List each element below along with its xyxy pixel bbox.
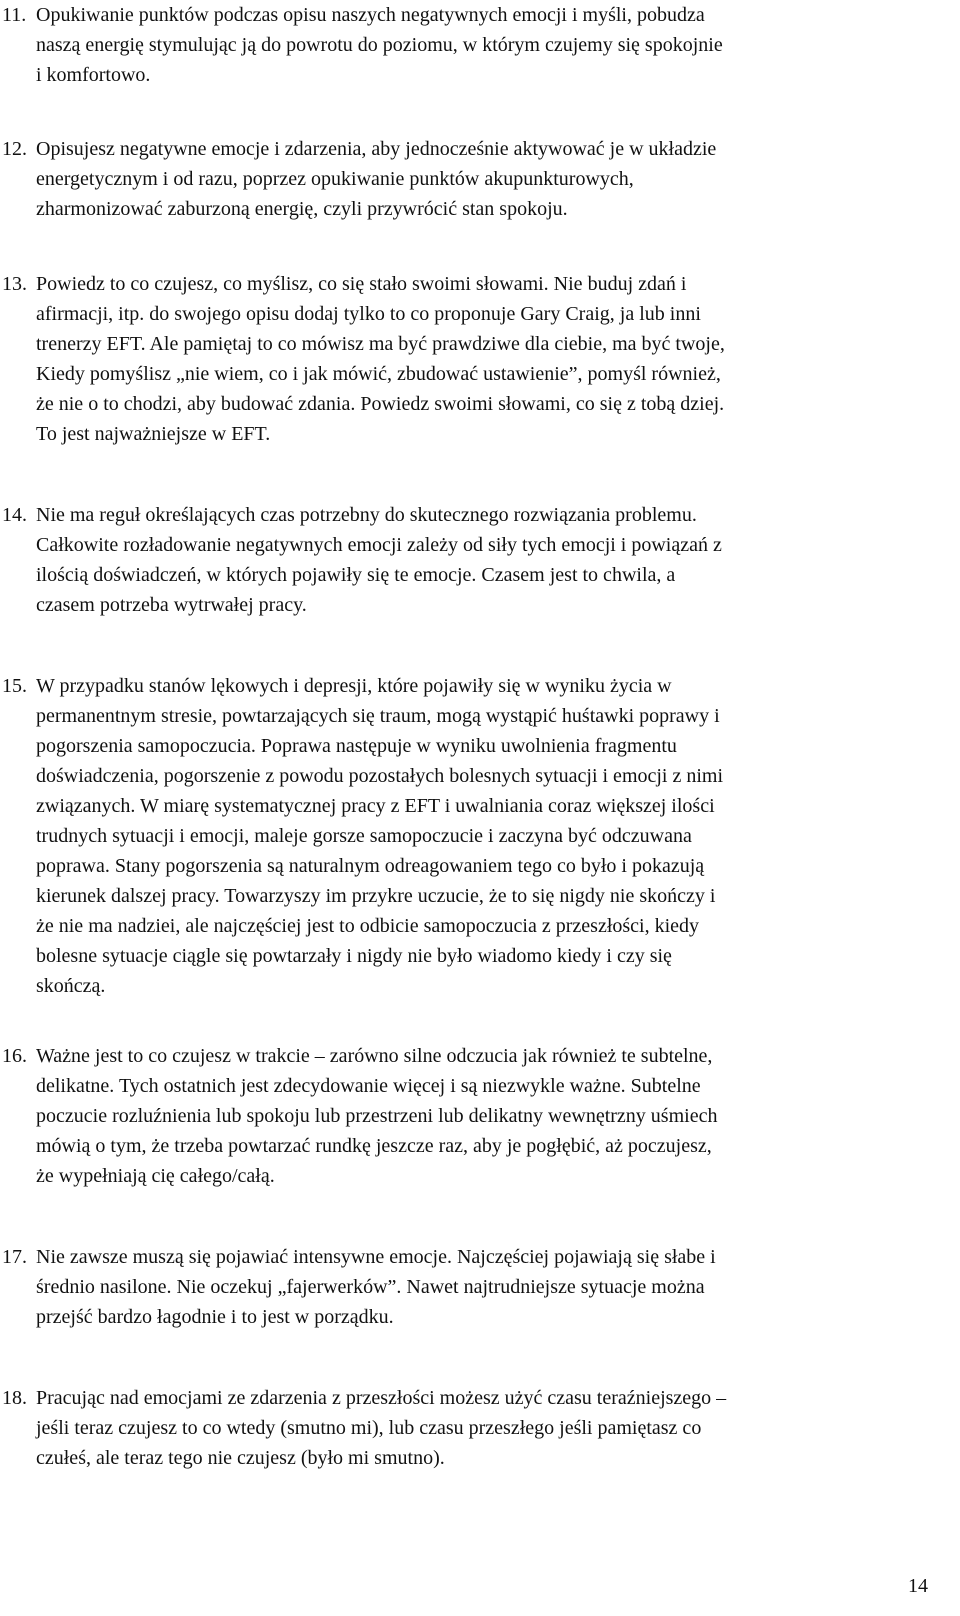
list-item [0, 500, 960, 620]
item-text: Nie ma reguł określających czas potrzebny do skutecznego rozwiązania problemu. Całkowite rozładowanie negatywnych emocji zależy od siły tych emocji i powiązań z ilością doświadczeń, w których pojawiły się te emocje. Czasem jest to chwila, a czasem potrzeba wytrwałej pracy. [36, 504, 722, 616]
item-text: Powiedz to co czujesz, co myślisz, co się stało swoimi słowami. Nie buduj zdań i afirmacji, itp. do swojego opisu dodaj tylko to co proponuje Gary Craig, ja lub inni trenerzy EFT. Ale pamiętaj to co mówisz ma być prawdziwe dla ciebie, ma być twoje, Kiedy pomyślisz „nie wiem, co i jak mówić, zbudować ustawienie”, pomyśl również, że nie o to chodzi, aby budować zdania. Powiedz swoimi słowami, co się z tobą dziej. To jest najważniejsze w EFT. [36, 273, 725, 445]
list-item [0, 1383, 960, 1473]
item-number: 17. [2, 1246, 27, 1268]
item-number: 16. [2, 1045, 27, 1067]
item-text: Opukiwanie punktów podczas opisu naszych negatywnych emocji i myśli, pobudza naszą energię stymulując ją do powrotu do poziomu, w którym czujemy się spokojnie i komfortowo. [36, 4, 723, 86]
list-item [0, 269, 960, 449]
item-number: 12. [2, 138, 27, 160]
item-number: 14. [2, 504, 27, 526]
item-text: Nie zawsze muszą się pojawiać intensywne emocje. Najczęściej pojawiają się słabe i średnio nasilone. Nie oczekuj „fajerwerków”. Nawet najtrudniejsze sytuacje można przejść bardzo łagodnie i to jest w porządku. [36, 1246, 716, 1328]
list-item [0, 1041, 960, 1191]
item-text: W przypadku stanów lękowych i depresji, które pojawiły się w wyniku życia w permanentnym stresie, powtarzających się traum, mogą wystąpić huśtawki poprawy i pogorszenia samopoczucia. Poprawa następuje w wyniku uwolnienia fragmentu doświadczenia, pogorszenie z powodu pozostałych bolesnych sytuacji i emocji z nimi związanych. W miarę systematycznej pracy z EFT i uwalniania coraz większej ilości trudnych sytuacji i emocji, maleje gorsze samopoczucie i zaczyna być odczuwana poprawa. Stany pogorszenia są naturalnym odreagowaniem tego co było i pokazują kierunek dalszej pracy. Towarzyszy im przykre uczucie, że to się nigdy nie skończy i że nie ma nadziei, ale najczęściej jest to odbicie samopoczucia z przeszłości, kiedy bolesne sytuacje ciągle się powtarzały i nigdy nie było wiadomo kiedy i czy się skończą. [36, 675, 724, 997]
item-number: 18. [2, 1387, 27, 1409]
item-number: 13. [2, 273, 27, 295]
item-text: Ważne jest to co czujesz w trakcie – zarówno silne odczucia jak również te subtelne, delikatne. Tych ostatnich jest zdecydowanie więcej i są niezwykle ważne. Subtelne poczucie rozluźnienia lub spokoju lub przestrzeni lub delikatny wewnętrzny uśmiech mówią o tym, że trzeba powtarzać rundkę jeszcze raz, aby je pogłębić, aż poczujesz, że wypełniają cię całego/całą. [36, 1045, 718, 1187]
list-item [0, 0, 960, 90]
list-item [0, 671, 960, 1001]
item-number: 11. [2, 4, 27, 26]
item-text: Pracując nad emocjami ze zdarzenia z przeszłości możesz użyć czasu teraźniejszego – jeśli teraz czujesz to co wtedy (smutno mi), lub czasu przeszłego jeśli pamiętasz co czułeś, ale teraz tego nie czujesz (było mi smutno). [36, 1387, 727, 1469]
item-text: Opisujesz negatywne emocje i zdarzenia, aby jednocześnie aktywować je w układzie energetycznym i od razu, poprzez opukiwanie punktów akupunkturowych, zharmonizować zaburzoną energię, czyli przywrócić stan spokoju. [36, 138, 717, 220]
page-number: 14 [908, 1575, 928, 1597]
item-number: 15. [2, 675, 27, 697]
list-item [0, 1242, 960, 1332]
list-item [0, 134, 960, 224]
